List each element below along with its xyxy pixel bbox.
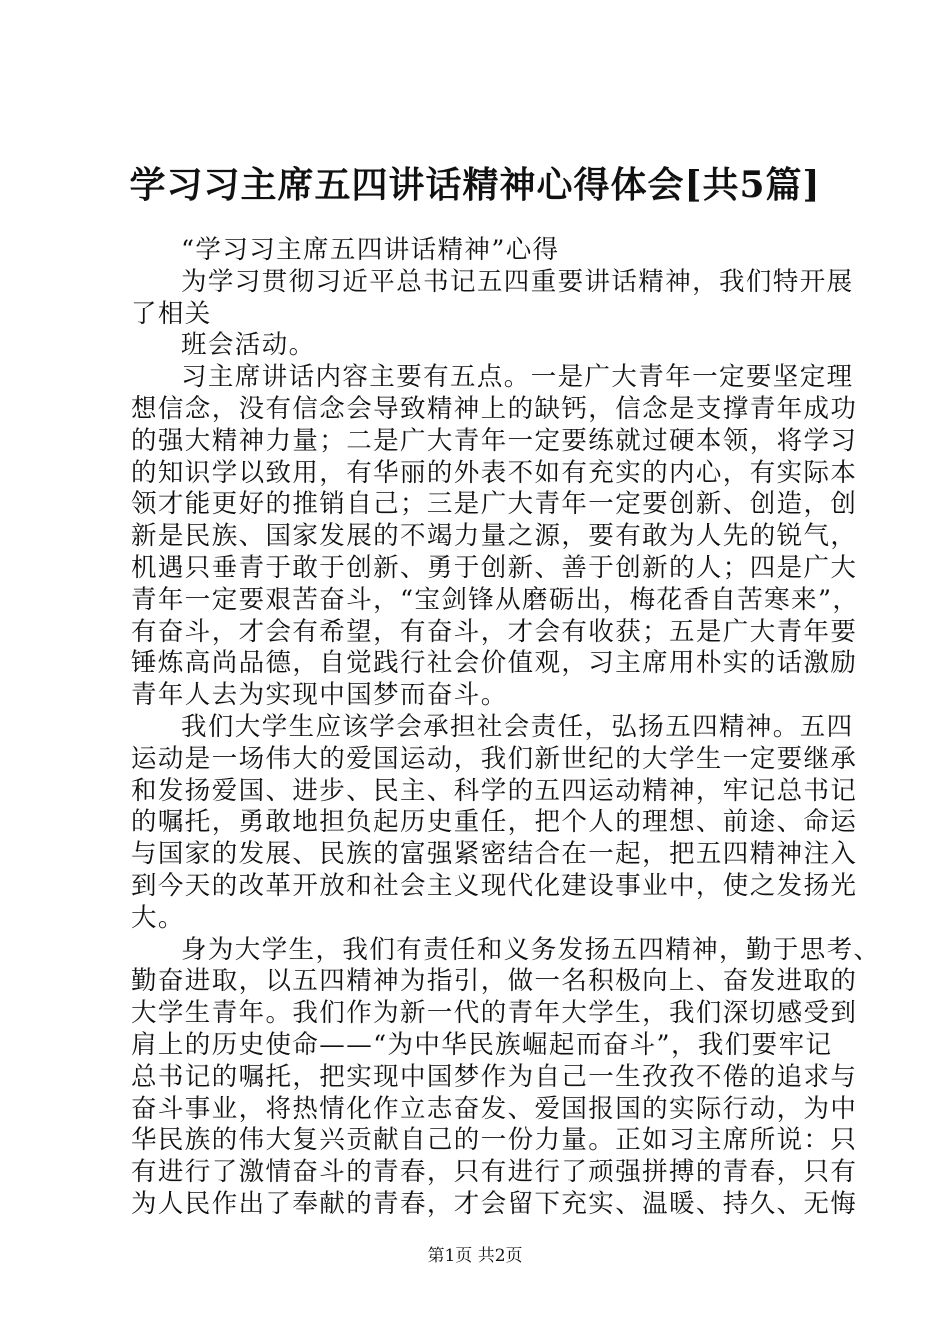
paragraph-activity	[131, 330, 831, 362]
text-line: 班会活动。	[181, 330, 316, 361]
document-body	[131, 235, 881, 1221]
document-title: 学习习主席五四讲话精神心得体会[共5篇]	[129, 164, 821, 206]
text-line: 有进行了激情奋斗的青春，只有进行了顽强拼搏的青春，只有	[131, 1157, 858, 1188]
text-line: 总书记的嘱托，把实现中国梦作为自己一生孜孜不倦的追求与	[131, 1061, 858, 1092]
text-line: 习主席讲话内容主要有五点。一是广大青年一定要坚定理	[181, 362, 854, 393]
text-line: 锤炼高尚品德，自觉践行社会价值观，习主席用朴实的话激励	[131, 648, 858, 679]
text-line: “学习习主席五四讲话精神”心得	[181, 235, 560, 265]
text-line: 到今天的改革开放和社会主义现代化建设事业中，使之发扬光	[131, 870, 858, 901]
paragraph-responsibility	[131, 711, 858, 935]
text-line: 奋斗事业，将热情化作立志奋发、爱国报国的实际行动，为中	[131, 1093, 858, 1124]
text-line: 的知识学以致用，有华丽的外表不如有充实的内心，有实际本	[131, 457, 858, 488]
text-line: 为人民作出了奉献的青春，才会留下充实、温暖、持久、无悔	[131, 1188, 858, 1219]
text-line: 与国家的发展、民族的富强紧密结合在一起，把五四精神注入	[131, 839, 858, 870]
text-line: 为学习贯彻习近平总书记五四重要讲话精神，我们特开展	[181, 266, 854, 297]
text-line: 领才能更好的推销自己；三是广大青年一定要创新、创造，创	[131, 489, 858, 520]
text-line: 身为大学生，我们有责任和义务发扬五四精神，勤于思考、	[181, 934, 881, 965]
text-line: 大学生青年。我们作为新一代的青年大学生，我们深切感受到	[131, 998, 858, 1029]
text-line: 有奋斗，才会有希望，有奋斗，才会有收获；五是广大青年要	[131, 616, 858, 647]
text-line: 我们大学生应该学会承担社会责任，弘扬五四精神。五四	[181, 711, 854, 742]
text-line: 勤奋进取，以五四精神为指引，做一名积极向上、奋发进取的	[131, 966, 858, 997]
text-line: 运动是一场伟大的爱国运动，我们新世纪的大学生一定要继承	[131, 743, 858, 774]
paragraph-heading	[131, 235, 831, 267]
paragraph-speech-points	[131, 362, 860, 712]
text-line: 青年一定要艰苦奋斗，“宝剑锋从磨砺出，梅花香自苦寒来”，	[131, 584, 860, 615]
text-line: 青年人去为实现中国梦而奋斗。	[131, 680, 508, 711]
text-line: 肩上的历史使命——“为中华民族崛起而奋斗”，我们要牢记	[131, 1029, 833, 1060]
text-line: 新是民族、国家发展的不竭力量之源，要有敢为人先的锐气，	[131, 521, 858, 552]
text-line: 和发扬爱国、进步、民主、科学的五四运动精神，牢记总书记	[131, 775, 858, 806]
text-line: 的嘱托，勇敢地担负起历史重任，把个人的理想、前途、命运	[131, 807, 858, 838]
text-line: 了相关	[131, 298, 212, 329]
text-line: 想信念，没有信念会导致精神上的缺钙，信念是支撑青年成功	[131, 393, 858, 424]
text-line: 大。	[131, 902, 185, 933]
text-line: 机遇只垂青于敢于创新、勇于创新、善于创新的人；四是广大	[131, 552, 858, 583]
text-line: 的强大精神力量；二是广大青年一定要练就过硬本领，将学习	[131, 425, 858, 456]
paragraph-intro	[131, 266, 854, 331]
page-number-footer: 第1页 共2页	[427, 1246, 523, 1266]
text-line: 华民族的伟大复兴贡献自己的一份力量。正如习主席所说：只	[131, 1125, 858, 1156]
paragraph-students	[131, 934, 881, 1221]
